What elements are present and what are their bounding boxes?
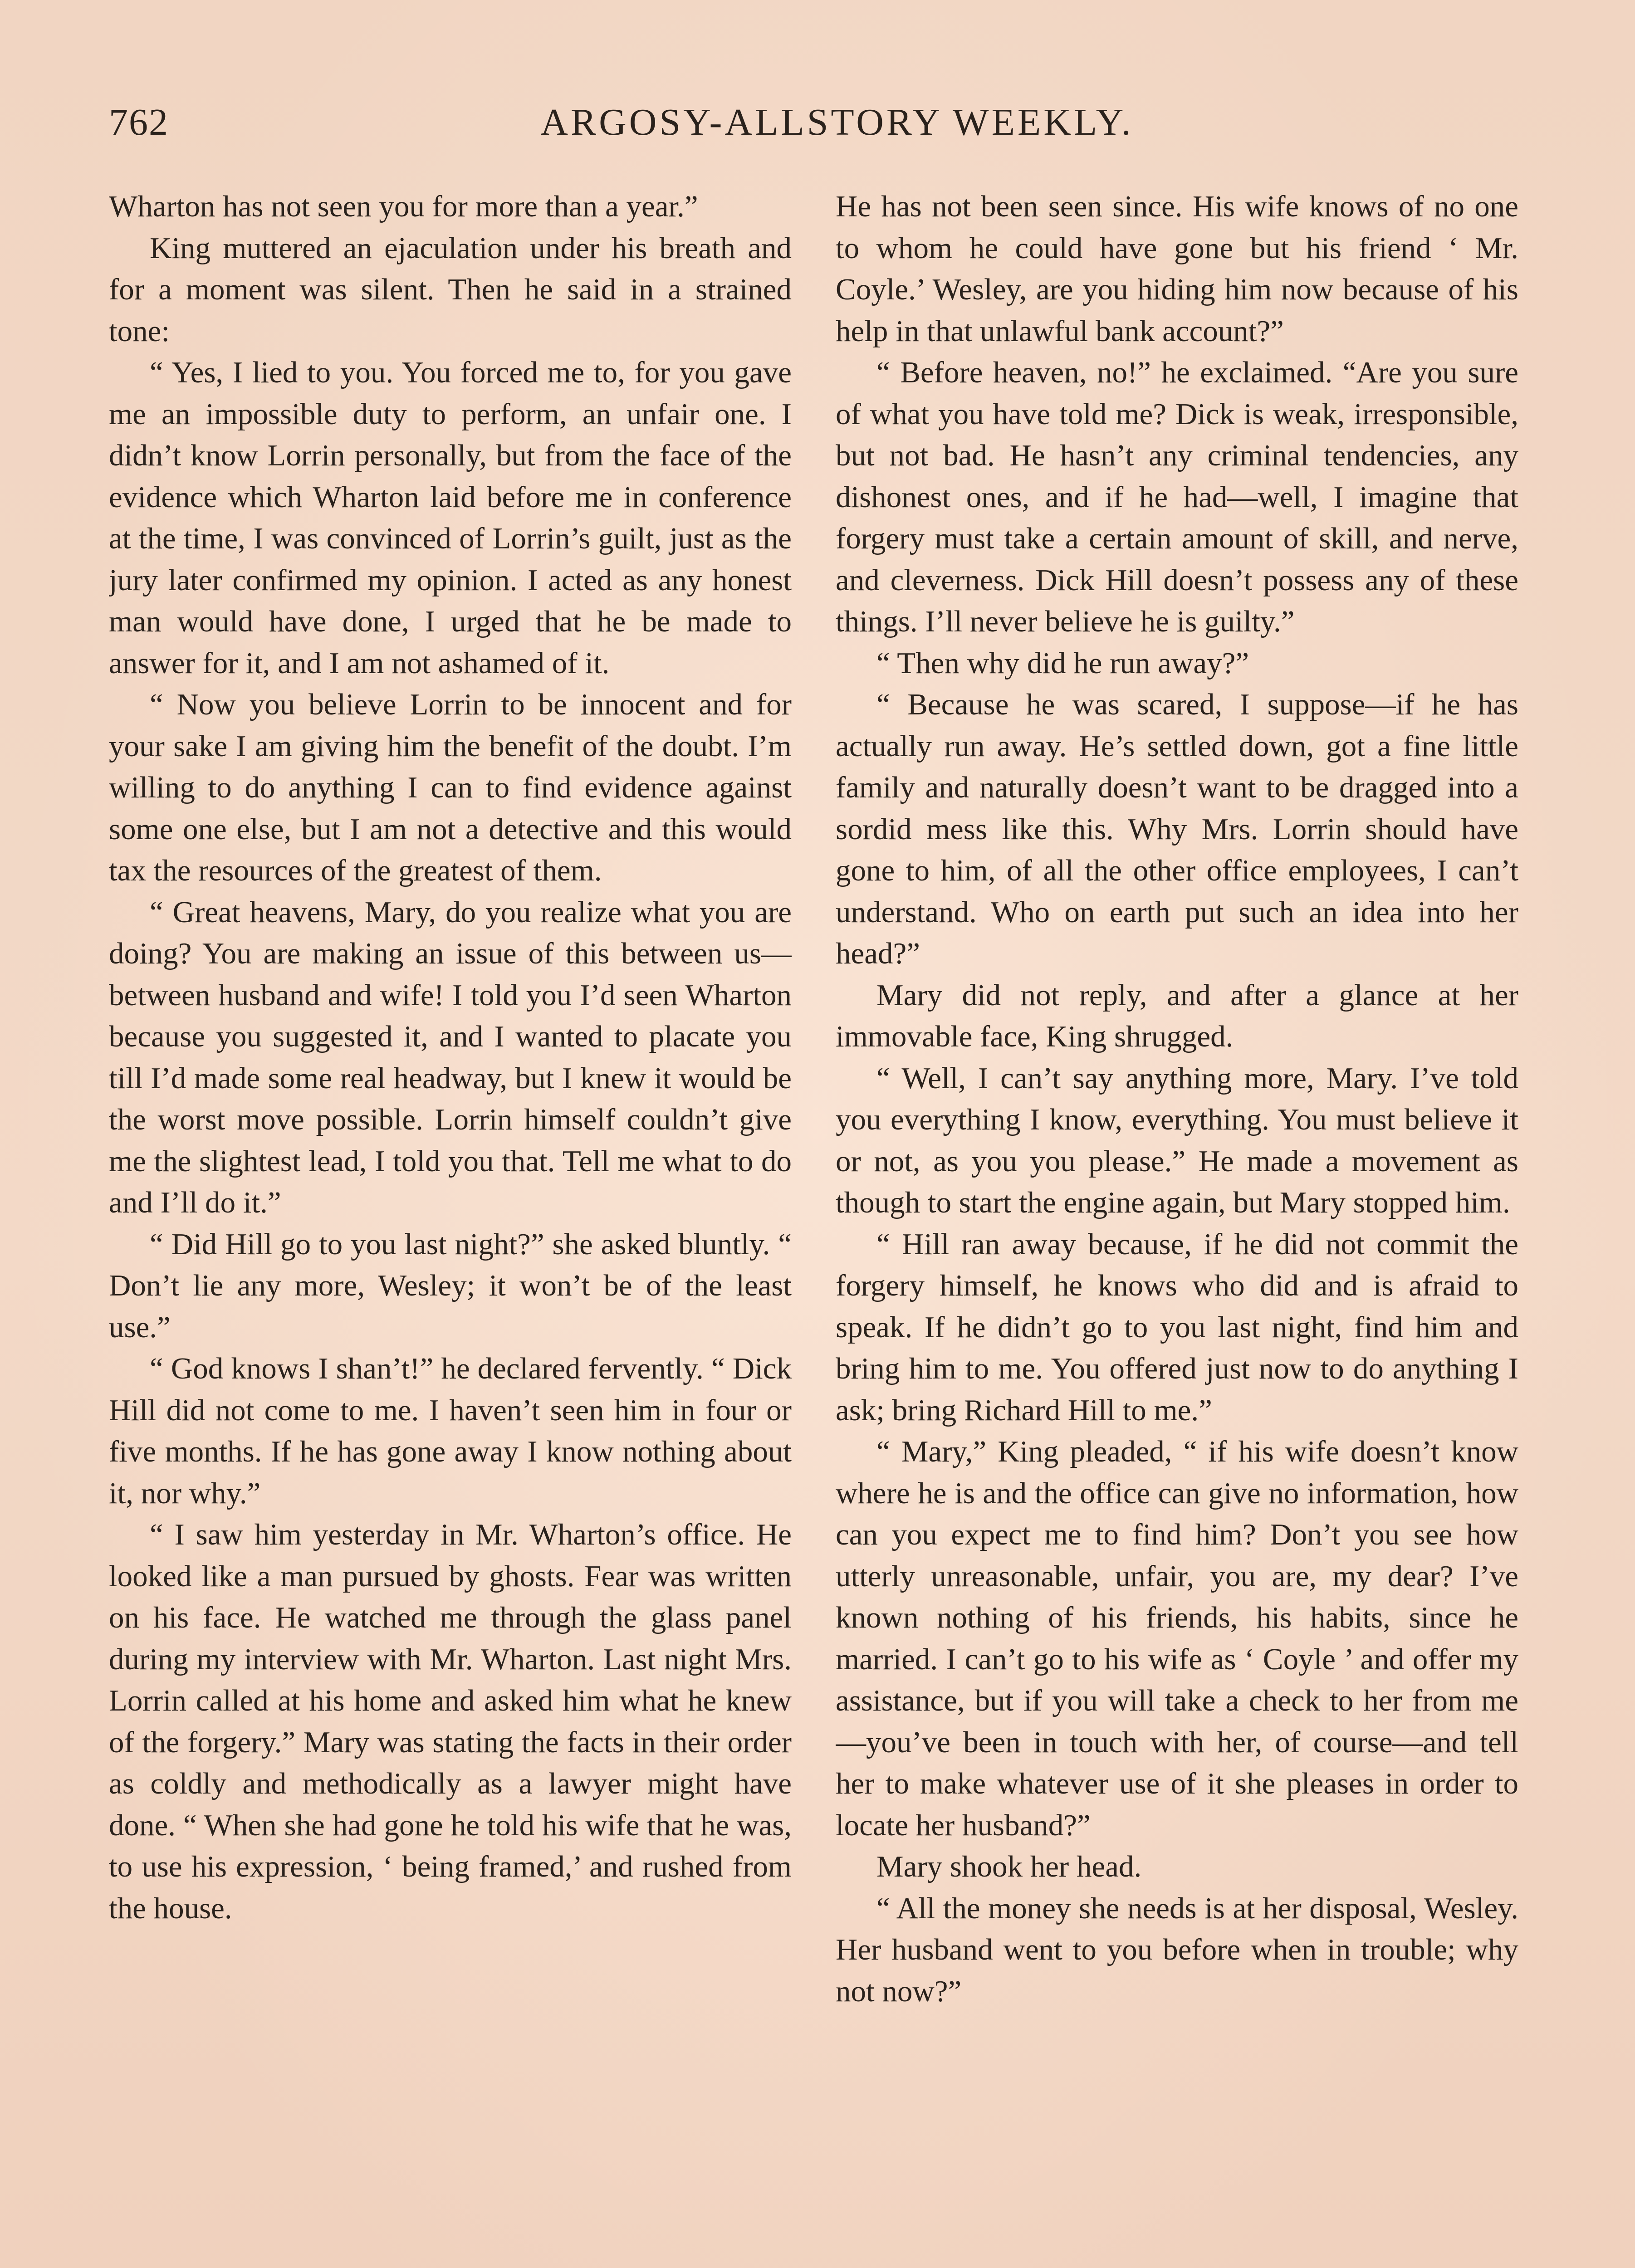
paragraph: “ Now you believe Lorrin to be innocent and for your sake I am giving him the benefit of the doubt. I’m willing to do anything I can to find evidence against some one else, but I am not a detective and this would tax the resources of the greatest of them.	[109, 688, 792, 887]
page-header	[109, 93, 1565, 152]
paragraph: “ Well, I can’t say anything more, Mary. I’ve told you everything I know, everything. You must believe it or not, as you you please.” He made a movement as though to start the engine again, but Mary stopped him.	[836, 1061, 1518, 1219]
paragraph: “ Then why did he run away?”	[876, 646, 1249, 680]
paragraph: “ Mary,” King pleaded, “ if his wife doesn’t know where he is and the office can give no information, how can you expect me to find him? Don’t you see how utterly unreasonable, unfair, you are, my dear? I’ve known nothing of his friends, his habits, since he married. I can’t go to his wife as ‘ Coyle ’ and offer my assistance, but if you will take a check to her from me—you’ve been in touch with her, of course—and tell her to make whatever use of it she pleases in order to locate her husband?”	[836, 1435, 1518, 1842]
paragraph: “ Hill ran away because, if he did not commit the forgery himself, he knows who did and is afraid to speak. If he didn’t go to you last night, find him and bring him to me. You offered just now to do anything I ask; bring Richard Hill to me.”	[836, 1227, 1518, 1427]
paragraph: King muttered an ejaculation under his breath and for a moment was silent. Then he said in a strained tone:	[109, 231, 792, 348]
paragraph: Mary did not reply, and after a glance at her immovable face, King shrugged.	[836, 978, 1518, 1053]
paragraph: “ I saw him yesterday in Mr. Wharton’s office. He looked like a man pursued by ghosts. Fear was written on his face. He watched me through the glass panel during my interview with Mr. Wharton. Last night Mrs. Lorrin called at his home and asked him what he knew of the forgery.” Mary was stating the facts in their order as coldly and methodically as a lawyer might have done. “ When she had gone he told his wife that he was, to use his expression, ‘ being framed,’ and rushed from the house.	[109, 1518, 792, 1925]
paragraph: “ God knows I shan’t!” he declared fervently. “ Dick Hill did not come to me. I haven’t seen him in four or five months. If he has gone away I know nothing about it, nor why.”	[109, 1352, 792, 1510]
paragraph: “ Did Hill go to you last night?” she asked bluntly. “ Don’t lie any more, Wesley; it won’t be of the least use.”	[109, 1227, 792, 1344]
page-number: 762	[109, 101, 169, 143]
paragraph: “ All the money she needs is at her disposal, Wesley. Her husband went to you before when in trouble; why not now?”	[836, 1891, 1518, 2008]
paragraph: “ Yes, I lied to you. You forced me to, for you gave me an impossible duty to perform, an unfair one. I didn’t know Lorrin personally, but from the face of the evidence which Wharton laid before me in conference at the time, I was convinced of Lorrin’s guilt, just as the jury later confirmed my opinion. I acted as any honest man would have done, I urged that he be made to answer for it, and I am not ashamed of it.	[109, 356, 792, 680]
paragraph: He has not been seen since. His wife knows of no one to whom he could have gone but his friend ‘ Mr. Coyle.’ Wesley, are you hiding him now because of his help in that unlawful bank account?”	[836, 190, 1518, 348]
left-text-column	[109, 186, 792, 2268]
paragraph: Mary shook her head.	[876, 1850, 1142, 1883]
paragraph: “ Great heavens, Mary, do you realize what you are doing? You are making an issue of this between us—between husband and wife! I told you I’d seen Wharton because you suggested it, and I wanted to placate you till I’d made some real headway, but I knew it would be the worst move possible. Lorrin himself couldn’t give me the slightest lead, I told you that. Tell me what to do and I’ll do it.”	[109, 895, 792, 1219]
running-head: ARGOSY-ALLSTORY WEEKLY.	[540, 101, 1134, 143]
paragraph: Wharton has not seen you for more than a year.”	[109, 190, 698, 223]
paragraph: “ Because he was scared, I suppose—if he has actually run away. He’s settled down, got a fine little family and naturally doesn’t want to be dragged into a sordid mess like this. Why Mrs. Lorrin should have gone to him, of all the other office employees, I can’t understand. Who on earth put such an idea into her head?”	[836, 688, 1518, 970]
right-text-column	[836, 186, 1518, 2268]
paragraph: “ Before heaven, no!” he exclaimed. “Are you sure of what you have told me? Dick is weak, irresponsible, but not bad. He hasn’t any criminal tendencies, any dishonest ones, and if he had—well, I imagine that forgery must take a certain amount of skill, and nerve, and cleverness. Dick Hill doesn’t possess any of these things. I’ll never believe he is guilty.”	[836, 356, 1518, 638]
